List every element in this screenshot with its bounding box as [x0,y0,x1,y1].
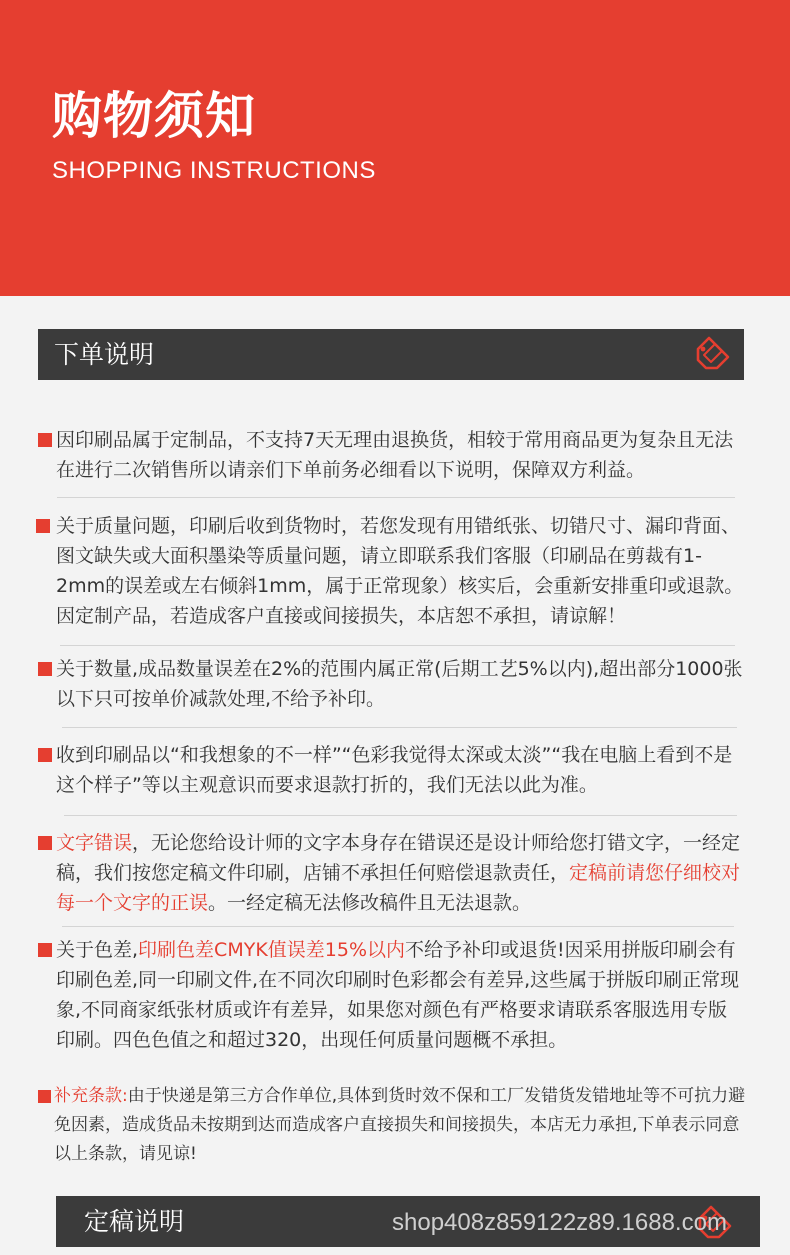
item-text: 因印刷品属于定制品，不支持7天无理由退换货，相较于常用商品更为复杂且无法在进行二次销售所以请亲们下单前务必细看以下说明，保障双方利益。 [56,429,734,481]
item-highlight: 印刷色差CMYK值误差15%以内 [138,939,406,961]
section-header-order [38,329,744,380]
divider [60,645,735,646]
item-text: 。一经定稿无法修改稿件且无法退款。 [208,892,532,914]
list-item [56,425,746,485]
list-item [56,511,746,631]
item-highlight: 补充条款: [54,1086,128,1106]
item-text: 由于快递是第三方合作单位,具体到货时效不保和工厂发错货发错地址等不可抗力避免因素，造成货品未按期到达而造成客户直接损失和间接损失，本店无力承担,下单表示同意以上条款，请见谅! [54,1086,746,1164]
divider [64,815,737,816]
item-text: 关于色差, [56,939,139,961]
tag-icon [692,335,732,375]
item-text: 关于数量,成品数量误差在2%的范围内属正常(后期工艺5%以内),超出部分1000张以下只可按单价减款处理,不给予补印。 [56,658,743,710]
item-text: 关于质量问题，印刷后收到货物时，若您发现有用错纸张、切错尺寸、漏印背面、图文缺失或大面积墨染等质量问题，请立即联系我们客服（印刷品在剪裁有1-2mm的误差或左右倾斜1mm，属于正常现象）核实后，会重新安排重印或退款。因定制产品，若造成客户直接或间接损失，本店恕不承担，请谅解！ [56,515,744,627]
item-text: ，无论您给设计师的文字本身存在错误还是设计师给您打错文字，一经定稿，我们按您定稿文件印刷，店铺不承担任何赔偿退款责任， [56,832,741,884]
bullet-square [38,748,52,762]
item-highlight: 定稿前请您仔细校对每一个文字的正误 [56,862,741,914]
header-banner [0,0,790,296]
bullet-square [38,1090,51,1103]
section-title: 定稿说明 [84,1207,185,1236]
divider [62,926,734,927]
divider [62,727,737,728]
bullet-square [36,519,50,533]
bullet-square [38,433,52,447]
watermark: shop408z859122z89.1688.com [392,1209,727,1236]
page-subtitle: SHOPPING INSTRUCTIONS [52,157,376,184]
bullet-square [38,836,52,850]
item-text: 收到印刷品以“和我想象的不一样”“色彩我觉得太深或太淡”“我在电脑上看到不是这个样子”等以主观意识而要求退款打折的，我们无法以此为准。 [56,744,733,796]
list-item [56,740,746,800]
divider [57,497,735,498]
bullet-square [38,662,52,676]
item-text: 不给予补印或退货!因采用拼版印刷会有印刷色差,同一印刷文件,在不同次印刷时色彩都会有差异,这些属于拼版印刷正常现象,不同商家纸张材质或许有差异，如果您对颜色有严格要求请联系客服选用专版印刷。四色色值之和超过320，出现任何质量问题概不承担。 [56,939,740,1051]
section-title: 下单说明 [54,340,155,369]
list-item [56,935,746,1055]
list-item [56,654,746,714]
list-item [54,1082,748,1169]
page-title: 购物须知 [52,87,256,145]
item-highlight: 文字错误 [56,832,133,854]
bullet-square [38,943,52,957]
list-item [56,828,746,918]
